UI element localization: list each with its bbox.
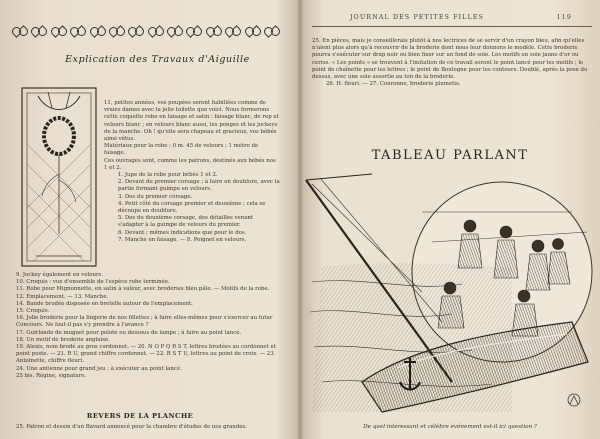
- list-item: 24. Une antienne pour grand jeu ; à exécuter au point lancé.: [16, 365, 182, 372]
- list-item: 25 bis. Régine, signature.: [16, 372, 87, 379]
- left-body-text: [104, 100, 280, 244]
- list-item: 9. Jockey également en velours.: [16, 272, 104, 278]
- decorative-panel-illustration: [18, 84, 100, 270]
- list-item: 18. Un motif de broderie anglaise.: [16, 336, 110, 343]
- page-number: 119: [556, 14, 572, 21]
- paragraph: Ces ouvrages sont, comme les patrons, destinés aux bébés nos 1 et 2.: [104, 157, 276, 171]
- revers-text: 25. Patron et dessin d'un Bavard annoncé pour la chambre d'études de nos grandes.: [16, 424, 247, 430]
- list-item: 15. Croquis.: [16, 308, 50, 315]
- list-item: 14. Bande brodée disposée en bretelle autour de l'emplacement.: [16, 300, 193, 307]
- list-item: 7. Manche en faisage. — 8. Poignet en velours.: [118, 236, 247, 243]
- section-title: TABLEAU PARLANT: [371, 148, 529, 163]
- section-heading: REVERS DE LA PLANCHE: [86, 412, 194, 420]
- header-rule: [312, 26, 592, 27]
- list-item: 12. Emplacement. — 13. Manche.: [16, 293, 109, 300]
- list-item: 16. Jolie broderie pour la lingerie de nos fillettes ; à faire elles-mêmes pour s'exercer au futur Concours. Ne faut-il pas s'y prendre à l'avance ?: [16, 315, 273, 329]
- illustration-caption: De quel intéressant et célèbre événement est-il ici question ?: [363, 424, 537, 430]
- list-item: 4. Petit côté du corsage premier et deuxième ; cela se découpe en doublure.: [118, 200, 266, 215]
- list-item: 17. Guirlande de muguet pour pelote ou dessous de lampe ; à faire au point lancé.: [16, 329, 242, 336]
- list-item: 10. Croquis : vue d'ensemble de l'espèce robe terminée.: [16, 279, 170, 286]
- journal-title: JOURNAL DES PETITES FILLES: [350, 14, 485, 21]
- list-item: 5. Dos du deuxième corsage, des détailles venant s'adapter à la guimpe de velours du premier.: [118, 215, 254, 229]
- list-item: 11. Robe pour Mignonnette, en satin à valeur, avec broderies bleu pâle. — Motifs de la robe.: [16, 286, 270, 293]
- list-item: 1. Jupe de la robe pour bébés 1 et 2.: [118, 172, 218, 179]
- paragraph: 25. En pièces, mais je conseillerais plutôt à nos lectrices de se servir d'un crayon bleu, afin qu'elles n'aient plus alors qu'à recouvrir de la broderie dont nous leur donnons le modèle. Cette broderie pourra s'exécuter sur drap noir ou bien fixer sur un fond de soie. Les motifs en soie jaune d'or ou cerise. « Les points » se trouvent à l'imitation de ce travail seront le point lancé pour les motifs ; le point de chaînette pour les lettres ; le point de Boulogne pour les contours. Doublé, après la pose du dessus, avec une soie assortie au ton de la broderie.: [312, 38, 588, 81]
- page-title: Explication des Travaux d'Aiguille: [65, 54, 250, 65]
- paragraph: 11, petites années, vos poupées seront habillées comme de vraies dames avec la jolie toilette que voici. Nous formerons cette coquette robe en faisage et satin : faisage blanc, de rep et velours blanc ; en velours blanc aussi, les ponges et les jockeys de la manche. Oh ! qu'elle sera chapeau et gracieux, vos bébés ainsi vêtus.: [104, 100, 279, 143]
- list-item: 3. Dos du premier corsage.: [118, 193, 193, 200]
- ornamental-border: [12, 24, 280, 38]
- ship-engraving-illustration: [302, 172, 594, 417]
- list-item: 2. Devant du premier corsage ; à faire en doublure, avec la partie formant guimpe en velours.: [118, 179, 280, 193]
- right-top-text: [312, 38, 592, 88]
- list-item: 6. Devant ; mêmes indications que pour le dos.: [118, 229, 247, 236]
- paragraph: 26. H. fleuri. — 27. Couronne, broderie plumetis.: [326, 81, 461, 88]
- paragraph: Matériaux pour la robe : 0 m. 45 de velours ; 1 mètre de faisage.: [104, 143, 259, 157]
- left-list-text: [16, 272, 281, 380]
- list-item: 19. Alexis, nom brodé au gros cordonnet. — 20. N O P Q R S T, lettres brodées au cordonnet et point poste. — 21. R U, grand chiffre cordonnet. — 22. R S T U, lettres au point de croix. — 23. Antoinette, chiffre fleuri.: [16, 344, 276, 365]
- running-head: [350, 14, 590, 21]
